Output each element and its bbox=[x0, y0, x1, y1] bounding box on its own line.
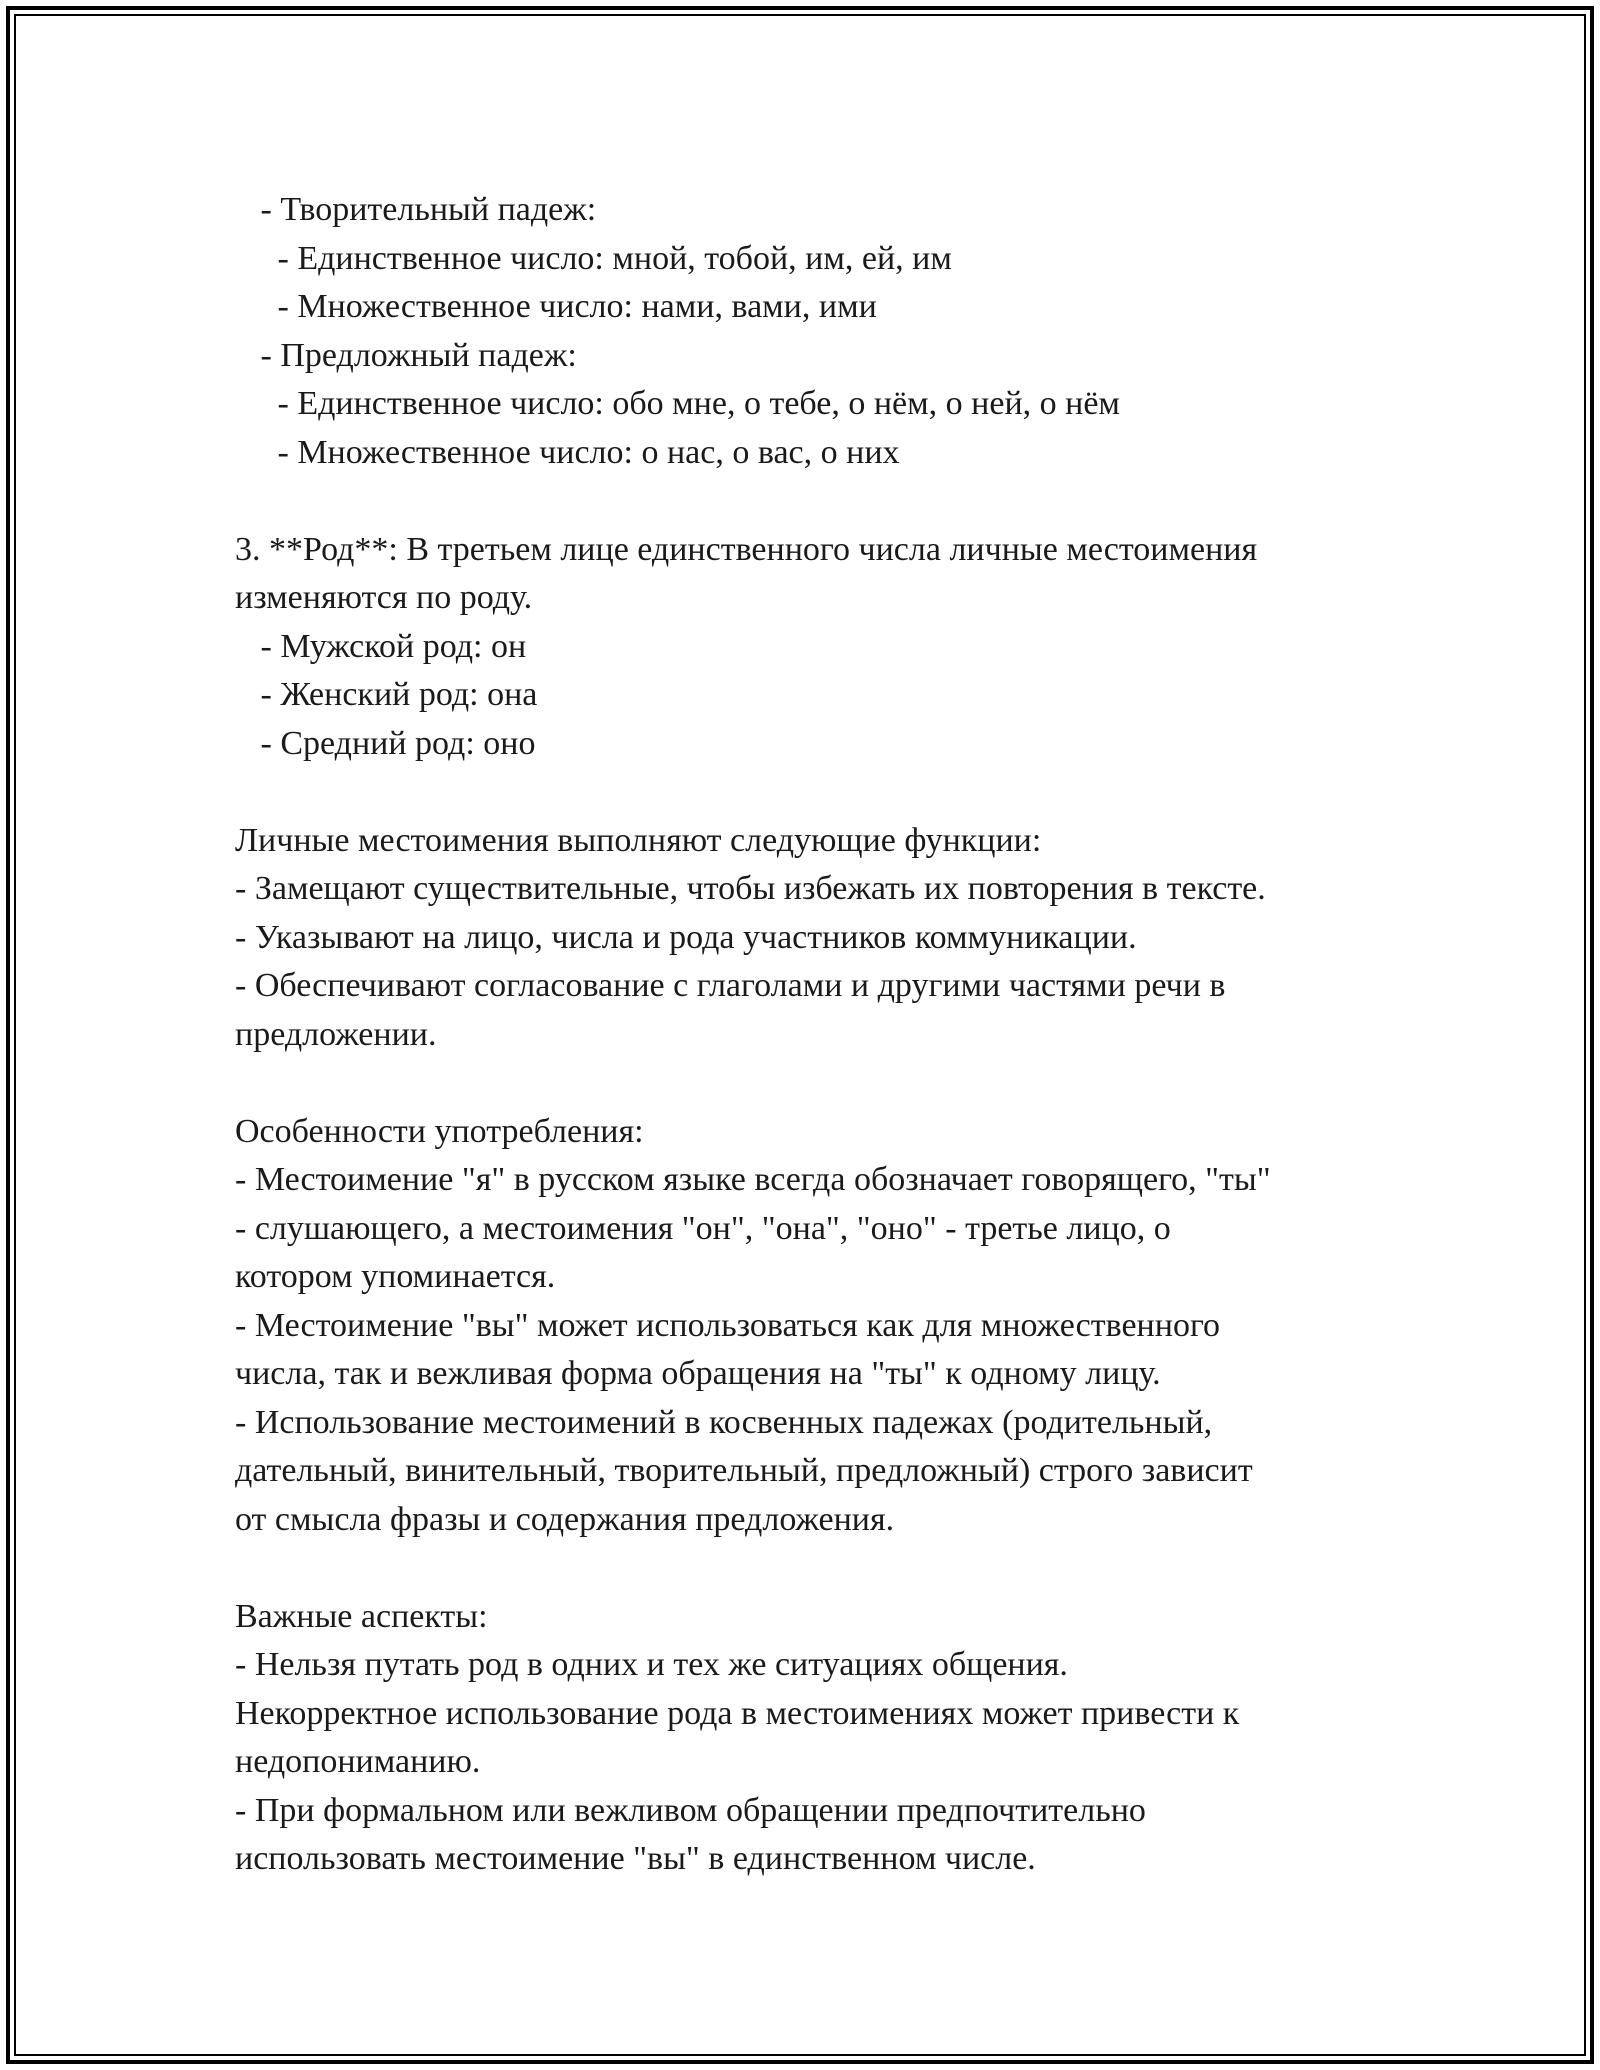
document-body bbox=[235, 186, 1415, 1884]
text-line: Личные местоимения выполняют следующие функции: bbox=[235, 821, 1042, 859]
text-line: Особенности употребления: bbox=[235, 1112, 644, 1150]
text-line: - Единственное число: обо мне, о тебе, о нём, о ней, о нём bbox=[235, 385, 1120, 422]
text-line: котором упоминается. bbox=[235, 1258, 556, 1295]
text-line: - Средний род: оно bbox=[235, 724, 536, 762]
text-line: 3. **Род**: В третьем лице единственного числа личные местоимения bbox=[235, 530, 1258, 568]
text-line: - Замещают существительные, чтобы избежать их повторения в тексте. bbox=[235, 870, 1266, 907]
text-line: - Женский род: она bbox=[235, 676, 538, 713]
text-line: - При формальном или вежливом обращении предпочтительно bbox=[235, 1791, 1146, 1829]
text-line: дательный, винительный, творительный, предложный) строго зависит bbox=[235, 1452, 1253, 1489]
text-line: числа, так и вежливая форма обращения на "ты" к одному лицу. bbox=[235, 1355, 1161, 1392]
text-line: недопониманию. bbox=[235, 1743, 481, 1780]
text-line: - Единственное число: мной, тобой, им, ей, им bbox=[235, 239, 952, 277]
text-line: от смысла фразы и содержания предложения. bbox=[235, 1500, 895, 1538]
text-line: использовать местоимение "вы" в единственном числе. bbox=[235, 1840, 1036, 1877]
text-line: - Обеспечивают согласование с глаголами и другими частями речи в bbox=[235, 967, 1226, 1004]
text-line: - Предложный падеж: bbox=[235, 336, 577, 374]
text-line: - слушающего, а местоимения "он", "она", "оно" - третье лицо, о bbox=[235, 1209, 1171, 1247]
text-line: - Местоимение "вы" может использоваться как для множественного bbox=[235, 1306, 1221, 1344]
text-line: - Местоимение "я" в русском языке всегда обозначает говорящего, "ты" bbox=[235, 1161, 1271, 1198]
text-line: - Использование местоимений в косвенных падежах (родительный, bbox=[235, 1403, 1213, 1441]
text-line: - Множественное число: о нас, о вас, о них bbox=[235, 433, 900, 471]
text-line: - Нельзя путать род в одних и тех же ситуациях общения. bbox=[235, 1646, 1068, 1683]
text-line: - Творительный падеж: bbox=[235, 191, 597, 228]
blank-line bbox=[235, 1544, 1415, 1593]
text-line: предложении. bbox=[235, 1015, 437, 1053]
text-line: Важные аспекты: bbox=[235, 1597, 488, 1635]
text-line: - Указывают на лицо, числа и рода участников коммуникации. bbox=[235, 918, 1137, 956]
text-line: изменяются по роду. bbox=[235, 579, 533, 616]
text-line: - Мужской род: он bbox=[235, 627, 527, 665]
text-line: - Множественное число: нами, вами, ими bbox=[235, 288, 877, 325]
blank-line bbox=[235, 1059, 1415, 1108]
blank-line bbox=[235, 768, 1415, 817]
text-line: Некорректное использование рода в местоимениях может привести к bbox=[235, 1694, 1240, 1732]
blank-line bbox=[235, 477, 1415, 526]
